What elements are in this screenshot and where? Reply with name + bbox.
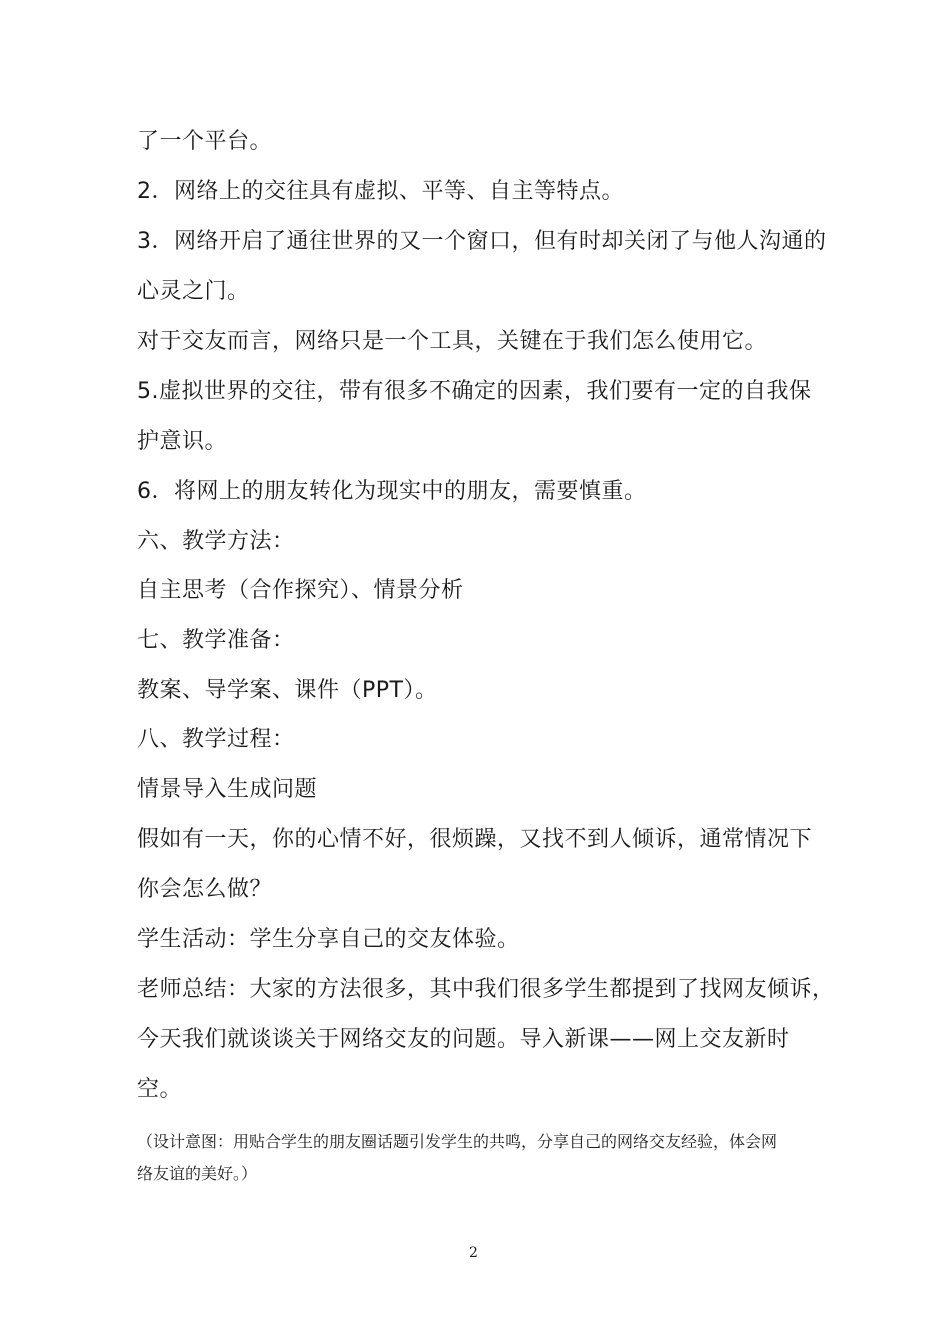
- body-line: 了一个平台。: [137, 129, 273, 154]
- body-line: 心灵之门。: [137, 279, 250, 304]
- section-heading: 八、教学过程：: [137, 727, 295, 752]
- page-number: 2: [469, 1245, 478, 1261]
- body-line: 护意识。: [137, 429, 228, 454]
- body-line: 学生活动：学生分享自己的交友体验。: [137, 927, 520, 952]
- body-line: 今天我们就谈谈关于网络交友的问题。导入新课——网上交友新时: [137, 1027, 790, 1052]
- body-line: 2．网络上的交往具有虚拟、平等、自主等特点。: [137, 179, 624, 204]
- section-heading: 七、教学准备：: [137, 628, 295, 653]
- body-line: 自主思考（合作探究）、情景分析: [137, 578, 464, 603]
- body-line: 5.虚拟世界的交往，带有很多不确定的因素，我们要有一定的自我保: [137, 379, 812, 404]
- design-note-line: （设计意图：用贴合学生的朋友圈话题引发学生的共鸣，分享自己的网络交友经验，体会网: [137, 1132, 778, 1151]
- body-line: 教案、导学案、课件（PPT）。: [137, 678, 438, 703]
- body-line: 空。: [137, 1077, 183, 1102]
- body-line: 情景导入生成问题: [137, 777, 318, 802]
- body-line: 6．将网上的朋友转化为现实中的朋友，需要慎重。: [137, 479, 647, 504]
- design-note-line: 络友谊的美好。）: [137, 1164, 258, 1183]
- section-heading: 六、教学方法：: [137, 529, 295, 554]
- body-line: 假如有一天，你的心情不好，很烦躁，又找不到人倾诉，通常情况下: [137, 827, 813, 852]
- body-line: 你会怎么做？: [137, 877, 273, 902]
- body-line: 老师总结：大家的方法很多，其中我们很多学生都提到了找网友倾诉，: [137, 977, 835, 1002]
- body-line: 对于交友而言，网络只是一个工具，关键在于我们怎么使用它。: [137, 329, 768, 354]
- body-line: 3．网络开启了通往世界的又一个窗口，但有时却关闭了与他人沟通的: [137, 229, 827, 254]
